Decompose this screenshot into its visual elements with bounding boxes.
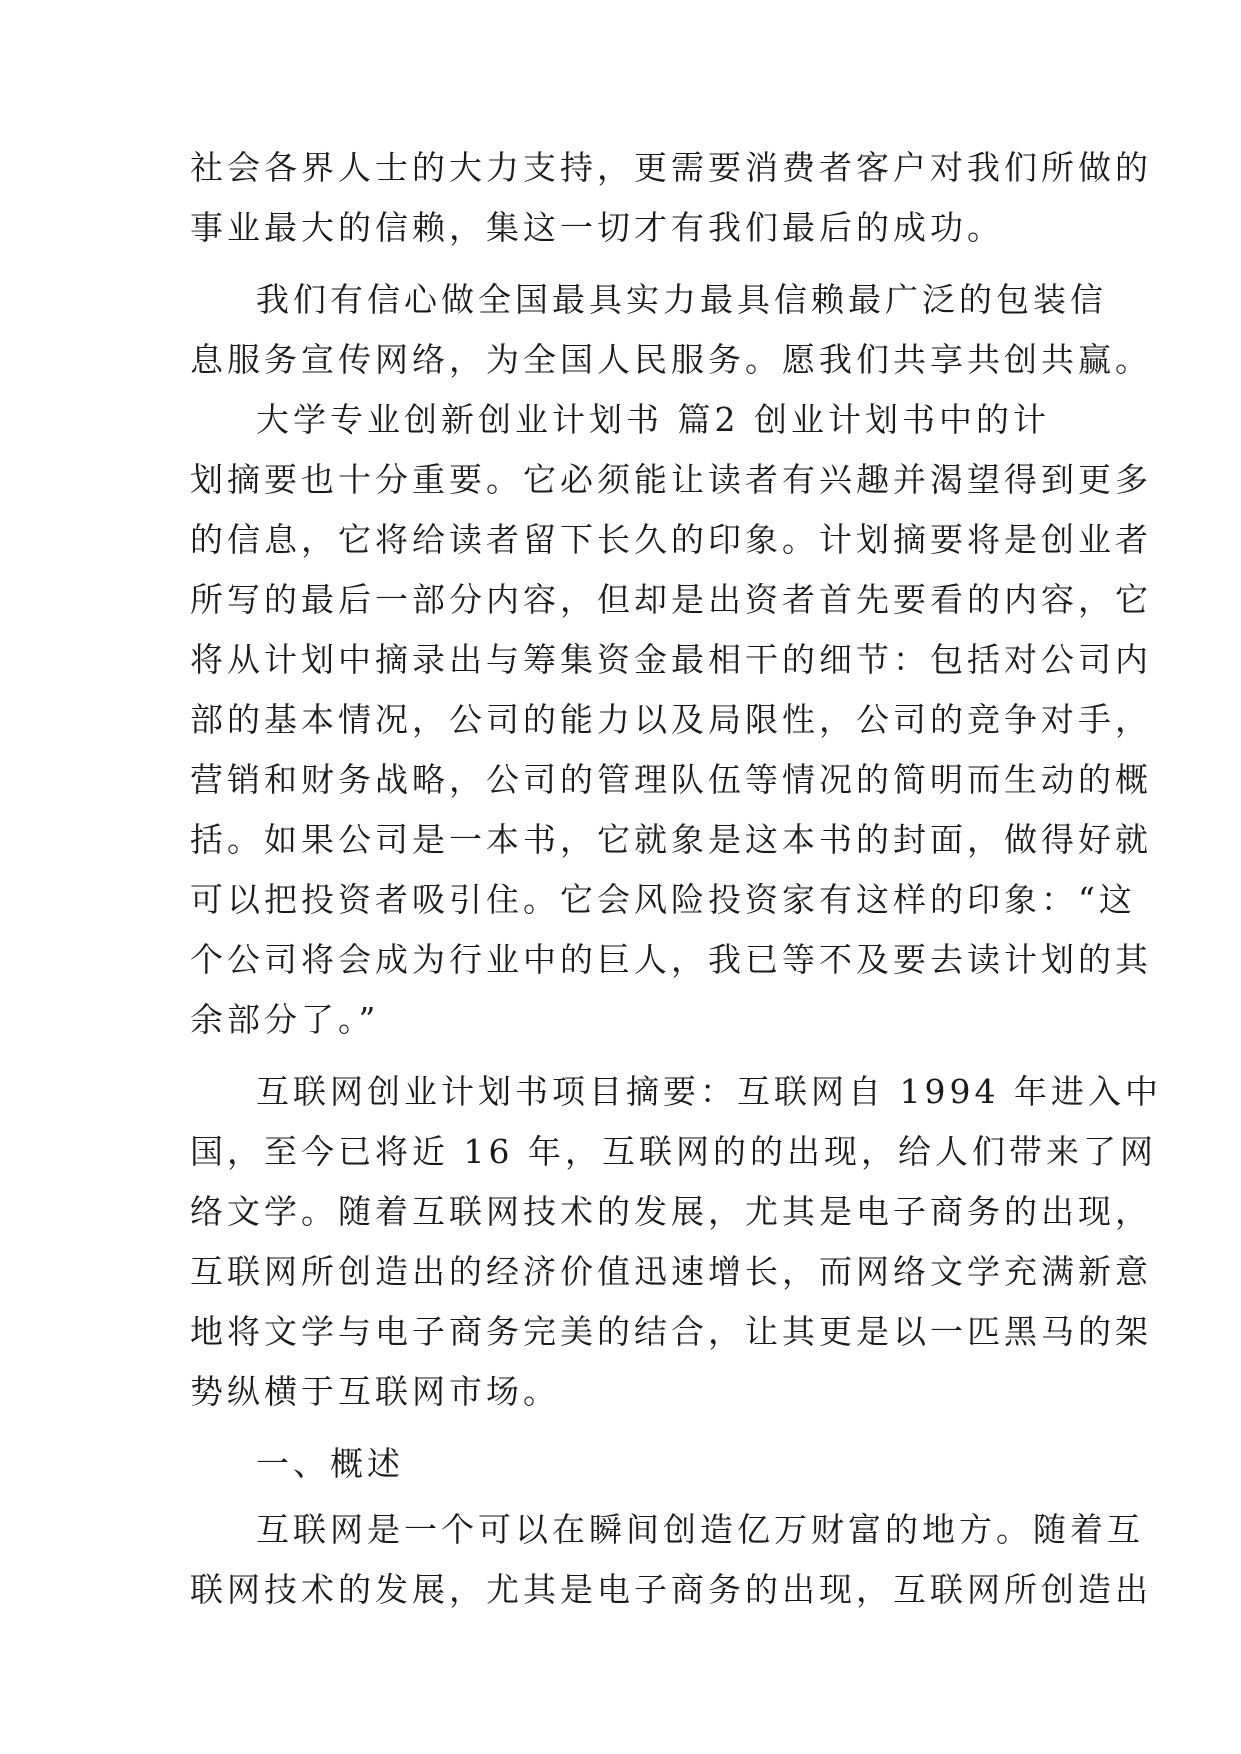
section-heading: 一、概述 (256, 1444, 404, 1483)
text-line: 可以把投资者吸引住。它会风险投资家有这样的印象：“这 (190, 880, 1136, 919)
text-line: 势纵横于互联网市场。 (190, 1372, 560, 1411)
text-line: 括。如果公司是一本书，它就象是这本书的封面，做得好就 (190, 820, 1152, 859)
text-line: 互联网是一个可以在瞬间创造亿万财富的地方。随着互 (256, 1510, 1144, 1549)
text-line: 个公司将会成为行业中的巨人，我已等不及要去读计划的其 (190, 940, 1152, 979)
text-line: 的信息，它将给读者留下长久的印象。计划摘要将是创业者 (190, 520, 1152, 559)
text-line: 地将文学与电子商务完美的结合，让其更是以一匹黑马的架 (190, 1312, 1152, 1351)
text-line: 互联网创业计划书项目摘要：互联网自 1994 年进入中 (256, 1072, 1162, 1111)
text-line: 部的基本情况，公司的能力以及局限性，公司的竞争对手， (190, 700, 1152, 739)
text-line: 营销和财务战略，公司的管理队伍等情况的简明而生动的概 (190, 760, 1152, 799)
text-line: 我们有信心做全国最具实力最具信赖最广泛的包装信 (256, 280, 1107, 319)
text-line: 划摘要也十分重要。它必须能让读者有兴趣并渴望得到更多 (190, 460, 1152, 499)
text-line: 事业最大的信赖，集这一切才有我们最后的成功。 (190, 208, 1004, 247)
text-line: 互联网所创造出的经济价值迅速增长，而网络文学充满新意 (190, 1252, 1152, 1291)
text-line: 社会各界人士的大力支持，更需要消费者客户对我们所做的 (190, 148, 1152, 187)
text-line: 所写的最后一部分内容，但却是出资者首先要看的内容，它 (190, 580, 1152, 619)
text-line: 络文学。随着互联网技术的发展，尤其是电子商务的出现， (190, 1192, 1152, 1231)
text-line: 大学专业创新创业计划书 篇2 创业计划书中的计 (256, 400, 1050, 439)
text-line: 息服务宣传网络，为全国人民服务。愿我们共享共创共赢。 (190, 340, 1152, 379)
text-line: 余部分了。” (190, 1000, 380, 1039)
text-line: 国，至今已将近 16 年，互联网的的出现，给人们带来了网 (190, 1132, 1157, 1171)
text-line: 联网技术的发展，尤其是电子商务的出现，互联网所创造出 (190, 1570, 1152, 1609)
text-line: 将从计划中摘录出与筹集资金最相干的细节：包括对公司内 (190, 640, 1152, 679)
